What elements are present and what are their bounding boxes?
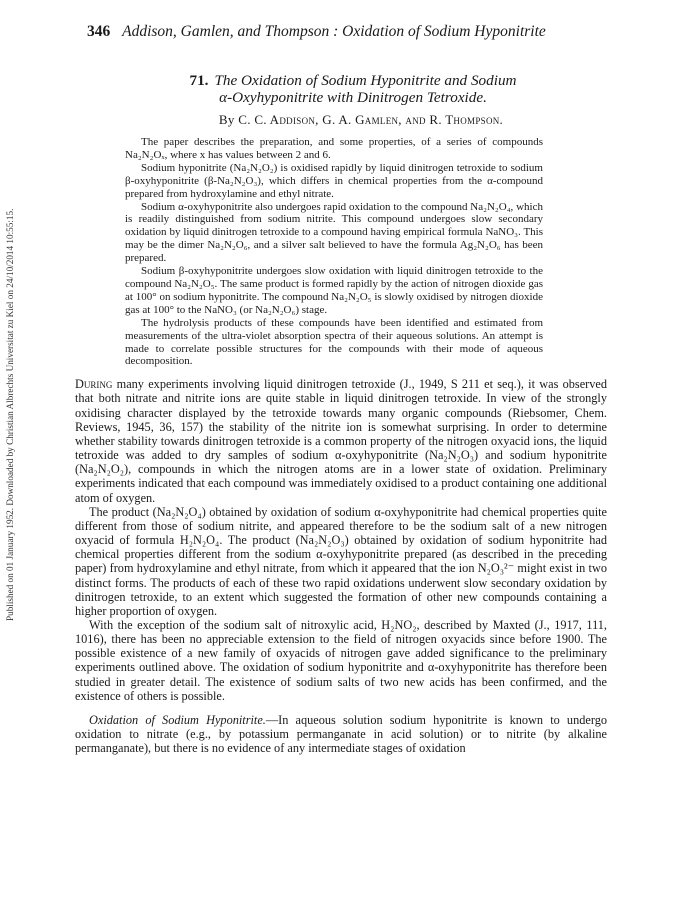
running-title: Addison, Gamlen, and Thompson : Oxidation of Sodium Hyponitrite bbox=[122, 23, 546, 40]
author-byline bbox=[115, 112, 607, 128]
download-stamp: Published on 01 January 1952. Downloaded by Christian Albrechts Universitat zu Kiel on 24/10/2014 10:55:15. bbox=[5, 208, 15, 622]
journal-page bbox=[75, 22, 607, 755]
body-paragraph: The product (Na₂N₂O₄) obtained by oxidation of sodium α-oxyhyponitrite had chemical properties quite different from those of sodium nitrite, and appeared therefore to be the sodium salt of a new nitrogen oxyacid of formula H₂N₂O₄. The product (Na₂N₂O₃) obtained by oxidation of sodium hyponitrite had chemical properties different from the sodium α-oxyhyponitrite prepared (as described in the preceding paper) from hydroxylamine and ethyl nitrate, from which it appeared that the ion N₂O₃²⁻ might exist in two distinct forms. The products of each of these two rapid oxidations underwent slow secondary oxidation by dinitrogen tetroxide, to an extent which suggested the formation of other new compounds containing a higher proportion of oxygen. bbox=[75, 504, 607, 618]
abstract-paragraph: The hydrolysis products of these compounds have been identified and estimated from measurements of the ultra-violet absorption spectra of their aqueous solutions. An attempt is made to correlate possible structures for the compounds with their mode of aqueous decomposition. bbox=[125, 316, 543, 368]
article-body bbox=[75, 377, 607, 755]
abstract-paragraph: The paper describes the preparation, and some properties, of a series of compounds Na₂N₂Oₓ, where x has values between 2 and 6. bbox=[125, 136, 543, 161]
abstract-paragraph: Sodium β-oxyhyponitrite undergoes slow oxidation with liquid dinitrogen tetroxide to the compound Na₂N₂O₅. The same product is formed rapidly by the action of nitrogen dioxide gas at 100° on sodium hyponitrite. The compound Na₂N₂O₅ is slowly oxidised by nitrogen dioxide gas at 100° to the NaNO₃ (or Na₂N₂O₆) stage. bbox=[125, 265, 543, 316]
body-paragraph: With the exception of the sodium salt of nitroxylic acid, H₂NO₂, described by Maxted (J., 1917, 111, 1016), there has been no appreciable extension to the field of nitrogen oxyacids since before 1900. The possible existence of a new family of oxyacids of nitrogen gave added significance to the preliminary experiments outlined above. The oxidation of sodium hyponitrite and α-oxyhyponitrite has therefore been studied in greater detail. The existence of sodium salts of two new acids has been confirmed, and the existence of others is possible. bbox=[75, 617, 607, 703]
section-paragraph: Oxidation of Sodium Hyponitrite.—In aqueous solution sodium hyponitrite is known to undergo oxidation to nitrate (e.g., by potassium permanganate in acid solution) or to nitrite (by alkaline permanganate), but there is no evidence of any intermediate stages of oxidation bbox=[75, 712, 607, 756]
article-title-line-2: α-Oxyhyponitrite with Dinitrogen Tetroxide. bbox=[219, 89, 487, 106]
byline-by: By bbox=[218, 112, 235, 127]
article-title-line-1: 71. The Oxidation of Sodium Hyponitrite and Sodium bbox=[189, 72, 517, 89]
body-paragraph: During many experiments involving liquid dinitrogen tetroxide (J., 1949, S 211 et seq.), it was observed that both nitrate and nitrite ions are quite stable in liquid dinitrogen tetroxide. In view of the strongly oxidising character displayed by the tetroxide towards many organic compounds (Riebsomer, Chem. Reviews, 1945, 36, 157) the stability of the nitrite ion is somewhat surprising. In order to determine whether stability towards dinitrogen tetroxide is a common property of the nitrogen oxyacid ions, the liquid tetroxide was added to dry samples of sodium α-oxyhyponitrite (Na₂N₂O₃) and sodium hyponitrite (Na₂N₂O₂), compounds in which the nitrogen atoms are in a lower state of oxidation. Preliminary experiments indicated that each compound was immediately oxidised to a product containing one additional atom of oxygen. bbox=[75, 377, 607, 505]
abstract-paragraph: Sodium hyponitrite (Na₂N₂O₂) is oxidised rapidly by liquid dinitrogen tetroxide to sodium β-oxyhyponitrite (β-Na₂N₂O₃), which differs in chemical properties from the α-compound prepared from hydroxylamine and ethyl nitrate. bbox=[125, 161, 543, 200]
article-number: 71. bbox=[189, 72, 209, 89]
running-header bbox=[87, 22, 607, 42]
page-number: 346 bbox=[87, 23, 111, 40]
section-heading: Oxidation of Sodium Hyponitrite. bbox=[89, 712, 266, 727]
abstract-paragraph: Sodium α-oxyhyponitrite also undergoes rapid oxidation to the compound Na₂N₂O₄, which is readily distinguished from sodium nitrite. This compound undergoes slow secondary oxidation by liquid dinitrogen tetroxide to a compound having empirical formula NaNO₃. This may be the dimer Na₂N₂O₆, and a silver salt believed to have the formula Ag₂N₂O₆ has been prepared. bbox=[125, 200, 543, 265]
author-list: C. C. Addison, G. A. Gamlen, and R. Thompson. bbox=[238, 112, 504, 127]
abstract bbox=[125, 136, 543, 368]
article-title bbox=[133, 72, 573, 106]
drop-lead-word: During bbox=[75, 377, 113, 392]
